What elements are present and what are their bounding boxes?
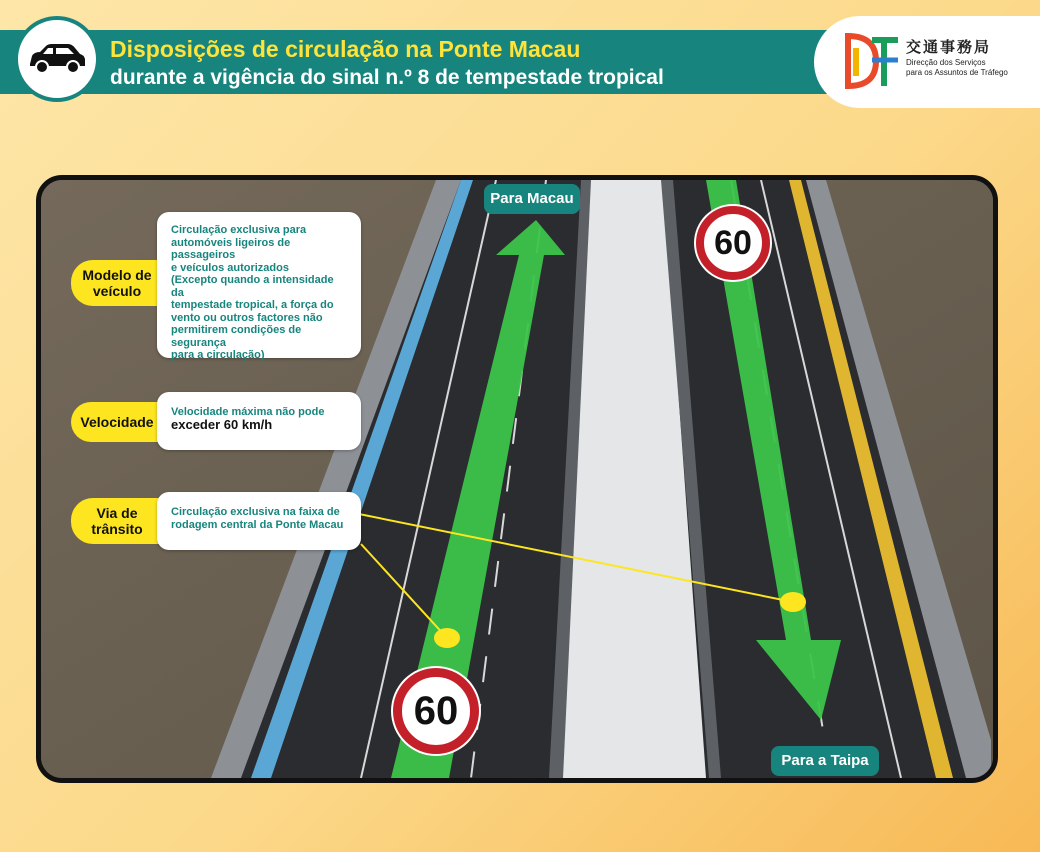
info-line: Circulação exclusiva para	[171, 224, 307, 236]
info-line: Velocidade máxima não pode	[171, 406, 325, 418]
dsat-logo	[814, 16, 1040, 108]
info-line: para a circulação)	[171, 349, 265, 361]
logo-chinese-name: 交通事務局	[906, 39, 992, 56]
info-line: tempestade tropical, a força do	[171, 299, 334, 311]
logo-portuguese-name-2: para os Assuntos de Tráfego	[906, 68, 1008, 77]
label-vehicle-model	[71, 260, 163, 306]
info-vehicle-model	[157, 212, 361, 361]
label-vehicle-model-line1: Modelo de	[82, 267, 152, 283]
info-line: (Excepto quando a intensidade da	[171, 274, 334, 299]
info-line: Circulação exclusiva na faixa de	[171, 506, 340, 518]
info-line: automóveis ligeiros de passageiros	[171, 236, 291, 261]
info-lane	[157, 492, 361, 550]
speed-limit-sign-bottom: 60	[393, 668, 479, 754]
info-speed	[157, 392, 361, 450]
car-badge	[14, 16, 100, 102]
info-line: e veículos autorizados	[171, 261, 289, 274]
direction-to-taipa: Para a Taipa	[771, 746, 879, 776]
label-vehicle-model-line2: veículo	[92, 283, 142, 299]
label-speed: Velocidade	[71, 402, 163, 442]
page-title: Disposições de circulação na Ponte Macau	[110, 36, 581, 62]
label-lane-line1: Via de	[96, 505, 138, 521]
direction-to-macau: Para Macau	[484, 184, 580, 214]
page-subtitle: durante a vigência do sinal n.º 8 de tempestade tropical	[110, 66, 664, 89]
bridge-photo	[36, 175, 998, 783]
label-lane-line2: trânsito	[91, 521, 143, 537]
info-line: vento ou outros factores não	[171, 311, 323, 324]
speed-limit-sign-top: 60	[696, 206, 770, 280]
logo-portuguese-name-1: Direcção dos Serviços	[906, 58, 986, 67]
label-lane	[71, 498, 163, 544]
dsat-logo-icon	[842, 30, 902, 92]
info-line-emphasis: exceder 60 km/h	[171, 416, 273, 432]
info-line: permitirem condições de segurança	[171, 324, 302, 349]
car-icon	[26, 42, 88, 76]
info-line: rodagem central da Ponte Macau	[171, 518, 344, 531]
